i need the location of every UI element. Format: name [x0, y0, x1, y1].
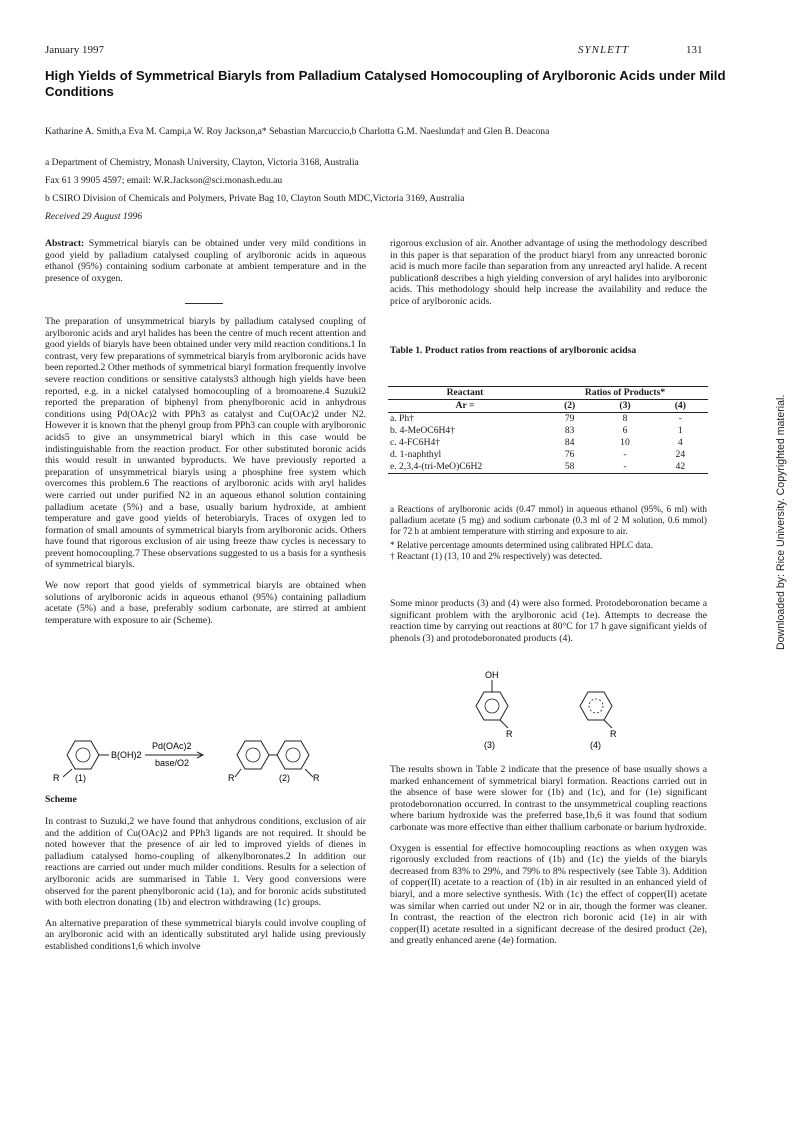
paragraph: rigorous exclusion of air. Another advantage of using the methodology described in this paper is that separation of the product biaryl from any unreacted boronic acid is much more facile than separation from any unreacted aryl halide. A recent publication8 describes a high yielding conversion of aryl halides into arylboronic acids. This methodology should help increase the availability and reduce the price of arylboronic acids.: [390, 238, 707, 307]
paragraph: An alternative preparation of these symmetrical biaryls could involve coupling of an arylboronic acid with an identically substituted aryl halide using previously established conditions1,6 which involve: [45, 917, 366, 952]
header-date: January 1997: [45, 44, 104, 56]
table-cell: a. Ph†: [388, 413, 542, 426]
download-watermark: Downloaded by: Rice University. Copyrighted material.: [775, 394, 787, 650]
left-column-body-2: [45, 816, 366, 962]
table-cell: c. 4-FC6H4†: [390, 437, 441, 448]
scheme-compound-2: (2): [279, 773, 290, 783]
table-cell: 1: [677, 425, 683, 436]
abstract-divider: [185, 303, 223, 304]
oh-label: OH: [485, 670, 499, 680]
compound-3-label: (3): [484, 740, 495, 750]
affiliation-b: b CSIRO Division of Chemicals and Polymers, Private Bag 10, Clayton South MDC,Victoria 3169, Australia: [45, 193, 465, 204]
table-cell: 83: [564, 425, 575, 436]
table-cell: 84: [564, 437, 575, 448]
product-structures: [470, 668, 650, 752]
table-cell: -: [597, 461, 652, 474]
scheme-condition-base: base/O2: [155, 758, 190, 768]
reaction-scheme: [45, 735, 366, 795]
paragraph: The results shown in Table 2 indicate that the presence of base usually shows a marked enhancement of symmetrical biaryl formation. Reactions carried out in the absence of base were slower for (1b) and (1c), and for (1e) significant protodeboronation occurred. In contrast to the unsymmetrical coupling reactions where barium hydroxide was the preferred base,1b,6 it was found that sodium carbonate was more effective than either thallium carbonate or barium hydroxide.: [390, 764, 707, 833]
table-1: [388, 386, 708, 474]
table-cell: d. 1-naphthyl: [390, 449, 442, 460]
table-header-col: (3): [597, 400, 652, 413]
table-row: [388, 425, 708, 437]
scheme-label: Scheme: [45, 794, 77, 805]
header-journal: SYNLETT: [578, 44, 630, 56]
footnote: † Reactant (1) (13, 10 and 2% respectively) was detected.: [390, 550, 602, 561]
paragraph: We now report that good yields of symmetrical biaryls are obtained when solutions of arylboronic acids in aqueous ethanol (95%) containing palladium acetate (5%) and a base, preferably sodium carbonate, are stirred at ambient temperature with exposure to air (Scheme).: [45, 580, 366, 626]
table-cell: 76: [564, 449, 575, 460]
table-row: [388, 437, 708, 449]
abstract: [45, 238, 366, 284]
authors: Katharine A. Smith,a Eva M. Campi,a W. Roy Jackson,a* Sebastian Marcuccio,b Charlotta G.M. Naeslunda† and Glen B. Deacona: [45, 126, 550, 137]
table-header-col: (2): [542, 400, 597, 413]
table-cell: 4: [677, 437, 683, 448]
left-column-body: [45, 316, 366, 635]
footnote: a Reactions of arylboronic acids (0.47 mmol) in aqueous ethanol (95%, 6 ml) with palladium acetate (5 mg) and sodium carbonate (0.3 ml of 2 M solution, 0.6 mmol) for 72 h at ambient temperature with stirring and exposure to air.: [390, 504, 707, 537]
abstract-text: Symmetrical biaryls can be obtained under very mild conditions in good yield by palladium catalysed coupling of arylboronic acids in aqueous ethanol (95%) containing sodium carbonate at ambient temperature and in the presence of oxygen.: [45, 238, 366, 284]
scheme-r-label: R: [228, 773, 235, 783]
right-column-body: [390, 598, 707, 653]
footnote: * Relative percentage amounts determined using calibrated HPLC data.: [390, 539, 654, 550]
header-page: 131: [686, 44, 703, 56]
table-cell: 79: [542, 413, 597, 426]
table-cell: b. 4-MeOC6H4†: [390, 425, 456, 436]
paragraph: Oxygen is essential for effective homocoupling reactions as when oxygen was rigorously excluded from reactions of (1b) and (1c) the yields of the biaryls decreased from 83% to 29%, and 79% to 8% respectively (see Table 3). Addition of copper(II) acetate to a reaction of (1b) in air resulted in an enhanced yield of biaryl, and a more selective synthesis. With (1c) the effect of copper(II) acetate was similar when carried out under N2 or in air, though the former was cleaner. In contrast, the reaction of the electron rich boronic acid (1e) in air with copper(II) acetate resulted in a significant decrease of the desired product (2e), and greatly enhanced arene (4e) formation.: [390, 842, 707, 947]
table-cell: 58: [542, 461, 597, 474]
table-cell: 42: [653, 461, 708, 474]
table-header-ar: Ar =: [388, 400, 542, 413]
received-date: Received 29 August 1996: [45, 211, 143, 222]
scheme-reagent: B(OH)2: [111, 750, 142, 760]
paper-title: High Yields of Symmetrical Biaryls from Palladium Catalysed Homocoupling of Arylboronic Acids under Mild Conditions: [45, 68, 726, 99]
right-column-intro: [390, 238, 707, 317]
table-cell: 6: [622, 425, 628, 436]
paragraph: Some minor products (3) and (4) were also formed. Protodeboronation became a significant problem with the arylboronic acid (1e). Attempts to decrease the reaction time by carrying out reactions at 80°C for 17 h gave significant yields of phenols (3) and protodeboronated products (4).: [390, 598, 707, 644]
scheme-r-label: R: [53, 773, 60, 783]
contact: Fax 61 3 9905 4597; email: W.R.Jackson@sci.monash.edu.au: [45, 175, 283, 186]
paragraph: The preparation of unsymmetrical biaryls by palladium catalysed coupling of arylboronic acids and aryl halides has been the centre of much recent attention and good yields of biaryls have been obtained under very mild reaction conditions.1 In contrast, very few preparations of symmetrical biaryls from arylboronic acids have been reported.2 Other methods of symmetrical biaryl formation frequently involve severe reaction conditions or sensitive catalysts3 although high yields have been reported, e.g. in a nickel catalysed homocoupling of a bromoarene.4 Suzuki2 reported the preparation of biphenyl from phenylboronic acid in anhydrous conditions using Pd(OAc)2 with PPh3 as catalyst and Cu(OAc)2 under N2. However it is known that the phenyl group from PPh3 can couple with arylboronic acids5 to give an unsymmetrical biaryl which in this case would be indistinguishable from the reaction product. For other substituted boronic acids this would result in unwanted byproducts. We have previously reported a preparation of unsymmetrical biaryls using a phosphine free system which overcomes this problem.6 The reactions of arylboronic acids with aryl halides were carried out under purified N2 in an aqueous ethanol solution containing palladium acetate (5%) and a base, usually barium hydroxide, at ambient temperature and gave good yields of heterobiaryls. Traces of oxygen led to formation of small amounts of symmetrical biaryls from arylboronic acids. Others have found that rigorous exclusion of air using freeze thaw cycles is necessary to prevent homocoupling.7 These observations suggested to us a basis for a synthesis of symmetrical biaryls.: [45, 316, 366, 571]
table-footnotes: [390, 504, 707, 562]
table-row: [388, 461, 708, 474]
scheme-r-label: R: [313, 773, 320, 783]
table-1-title: Table 1. Product ratios from reactions of arylboronic acidsa: [390, 345, 637, 356]
table-header-ratios: Ratios of Products*: [584, 387, 666, 398]
table-cell: 10: [620, 437, 630, 448]
table-cell: 8: [597, 413, 652, 426]
r-label: R: [610, 729, 617, 739]
paragraph: In contrast to Suzuki,2 we have found that anhydrous conditions, exclusion of air and the addition of Cu(OAc)2 and PPh3 ligands are not required. It should be noted however that the presence of air led to improved yields of dienes in palladium catalysed homo-coupling of alkenylboronates.2 In addition our reactions are carried out under much milder conditions. Results for a selection of arylboronic acids are summarised in Table 1. Very good conversions were observed for the parent phenylboronic acid (1a), and for boronic acids substituted with both electron donating (1b) and electron withdrawing (1c) groups.: [45, 816, 366, 909]
scheme-compound-1: (1): [75, 773, 86, 783]
affiliation-a: a Department of Chemistry, Monash University, Clayton, Victoria 3168, Australia: [45, 157, 359, 168]
right-column-body-2: [390, 764, 707, 956]
table-header-reactant: Reactant: [446, 387, 484, 398]
table-header-col: (4): [653, 400, 708, 413]
r-label: R: [506, 729, 513, 739]
abstract-label: Abstract:: [45, 238, 85, 249]
table-cell: -: [623, 449, 627, 460]
table-row: [388, 413, 708, 426]
table-cell: e. 2,3,4-(tri-MeO)C6H2: [388, 461, 542, 474]
table-row: [388, 449, 708, 461]
table-cell: -: [653, 413, 708, 426]
table-cell: 24: [675, 449, 686, 460]
compound-4-label: (4): [590, 740, 601, 750]
scheme-condition-catalyst: Pd(OAc)2: [152, 741, 192, 751]
